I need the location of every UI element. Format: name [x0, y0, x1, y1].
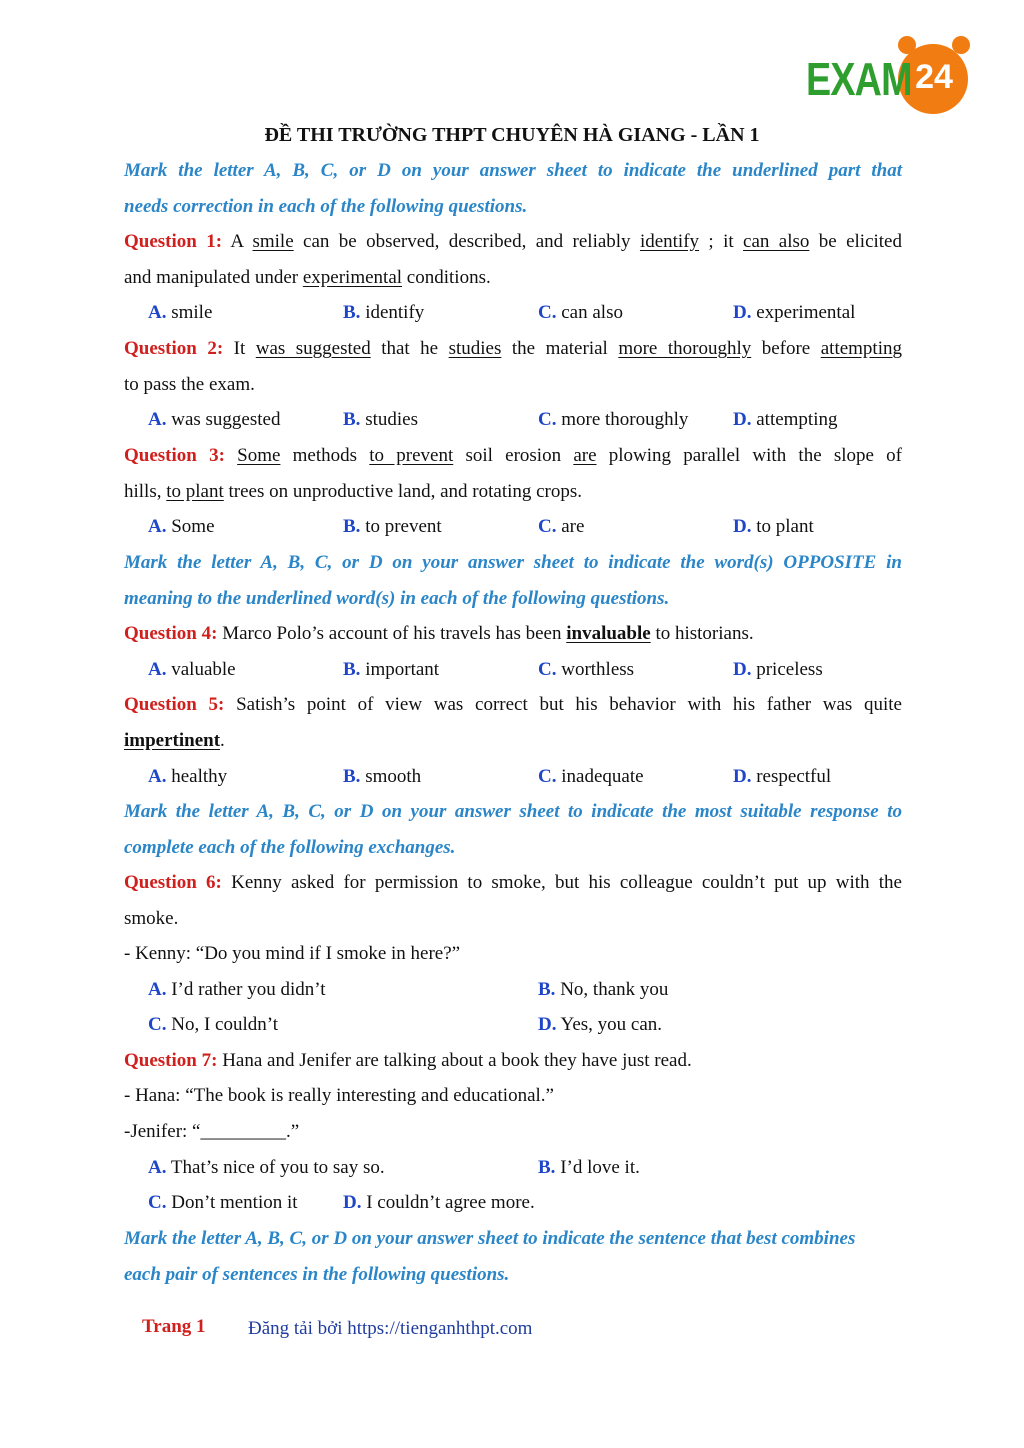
option-b[interactable]: B. smooth: [343, 766, 422, 787]
option-d[interactable]: D. respectful: [733, 766, 832, 787]
option-c[interactable]: C. inadequate: [538, 766, 644, 787]
underlined-part: are: [573, 445, 597, 466]
exam24-logo: [806, 34, 972, 120]
option-b[interactable]: B. No, thank you: [538, 979, 669, 1000]
logo-number: 24: [915, 58, 953, 96]
underlined-part: smile: [252, 231, 294, 252]
question-5: Question 5: Satish’s point of view was correct but his behavior with his father was quite: [124, 694, 902, 715]
question-5-line-2: impertinent.: [124, 730, 225, 751]
option-c[interactable]: C. worthless: [538, 659, 635, 680]
underlined-part: was suggested: [255, 338, 371, 359]
underlined-part: can also: [743, 231, 810, 252]
option-d[interactable]: D. I couldn’t agree more.: [343, 1192, 535, 1213]
option-a[interactable]: A. Some: [148, 516, 215, 537]
underlined-part: studies: [448, 338, 502, 359]
option-c[interactable]: C. No, I couldn’t: [148, 1014, 279, 1035]
option-c[interactable]: C. more thoroughly: [538, 409, 689, 430]
option-d[interactable]: D. Yes, you can.: [538, 1014, 663, 1035]
question-label: Question 7:: [124, 1050, 218, 1071]
underlined-part: Some: [237, 445, 281, 466]
instruction-3-line-1: Mark the letter A, B, C, or D on your answer sheet to indicate the most suitable response to: [124, 801, 902, 822]
option-a[interactable]: A. smile: [148, 302, 213, 323]
question-label: Question 6:: [124, 872, 222, 893]
question-6: Question 6: Kenny asked for permission to smoke, but his colleague couldn’t put up with the: [124, 872, 902, 893]
instruction-3-line-2: complete each of the following exchanges.: [124, 837, 456, 858]
question-3-line-2: hills, to plant trees on unproductive land, and rotating crops.: [124, 481, 583, 502]
underlined-part: to prevent: [369, 445, 454, 466]
instruction-4-line-2: each pair of sentences in the following questions.: [124, 1264, 510, 1285]
question-7-dialogue-1: - Hana: “The book is really interesting and educational.”: [124, 1085, 554, 1106]
option-c[interactable]: C. Don’t mention it: [148, 1192, 298, 1213]
underlined-part: experimental: [302, 267, 403, 288]
option-d[interactable]: D. experimental: [733, 302, 856, 323]
page-title: ĐỀ THI TRƯỜNG THPT CHUYÊN HÀ GIANG - LẦN 1: [264, 124, 760, 146]
option-b[interactable]: B. I’d love it.: [538, 1157, 640, 1178]
underlined-word: impertinent: [124, 730, 221, 751]
question-6-dialogue: - Kenny: “Do you mind if I smoke in here?”: [124, 943, 461, 964]
underlined-part: attempting: [820, 338, 902, 359]
option-b[interactable]: B. identify: [343, 302, 425, 323]
option-d[interactable]: D. to plant: [733, 516, 814, 537]
question-label: Question 4:: [124, 623, 218, 644]
question-2-line-2: to pass the exam.: [124, 374, 255, 395]
instruction-1-line-1: Mark the letter A, B, C, or D on your answer sheet to indicate the underlined part that: [124, 160, 902, 181]
instruction-2-line-2: meaning to the underlined word(s) in each of the following questions.: [124, 588, 670, 609]
option-d[interactable]: D. attempting: [733, 409, 838, 430]
instruction-2-line-1: Mark the letter A, B, C, or D on your answer sheet to indicate the word(s) OPPOSITE in: [124, 552, 902, 573]
source-link[interactable]: Đăng tải bởi https://tienganhthpt.com: [248, 1318, 533, 1339]
option-c[interactable]: C. are: [538, 516, 585, 537]
question-label: Question 1:: [124, 231, 223, 252]
option-c[interactable]: C. can also: [538, 302, 623, 323]
option-b[interactable]: B. important: [343, 659, 440, 680]
page-number: Trang 1: [142, 1316, 206, 1337]
question-7-dialogue-2: -Jenifer: “_________.”: [124, 1121, 300, 1142]
option-a[interactable]: A. was suggested: [148, 409, 281, 430]
instruction-1-line-2: needs correction in each of the following questions.: [124, 196, 528, 217]
question-6-line-2: smoke.: [124, 908, 179, 929]
question-label: Question 5:: [124, 694, 225, 715]
option-a[interactable]: A. healthy: [148, 766, 228, 787]
underlined-part: identify: [639, 231, 700, 252]
question-3: Question 3: Some methods to prevent soil erosion are plowing parallel with the slope of: [124, 445, 903, 466]
underlined-word: invaluable: [566, 623, 651, 644]
option-b[interactable]: B. to prevent: [343, 516, 442, 537]
question-label: Question 2:: [124, 338, 224, 359]
option-d[interactable]: D. priceless: [733, 659, 823, 680]
question-1: Question 1: A smile can be observed, described, and reliably identify ; it can also be elicited: [124, 231, 902, 252]
option-a[interactable]: A. I’d rather you didn’t: [148, 979, 326, 1000]
instruction-4-line-1: Mark the letter A, B, C, or D on your answer sheet to indicate the sentence that best combines: [124, 1228, 856, 1249]
question-1-line-2: and manipulated under experimental conditions.: [124, 267, 491, 288]
option-a[interactable]: A. That’s nice of you to say so.: [148, 1157, 385, 1178]
underlined-part: to plant: [166, 481, 224, 502]
question-4: Question 4: Marco Polo’s account of his travels has been invaluable to historians.: [124, 623, 754, 644]
question-7: Question 7: Hana and Jenifer are talking about a book they have just read.: [124, 1050, 692, 1071]
question-2: Question 2: It was suggested that he studies the material more thoroughly before attempting: [124, 338, 902, 359]
option-a[interactable]: A. valuable: [148, 659, 236, 680]
question-label: Question 3:: [124, 445, 225, 466]
underlined-part: more thoroughly: [618, 338, 752, 359]
option-b[interactable]: B. studies: [343, 409, 418, 430]
logo-text: EXAM: [806, 53, 912, 105]
